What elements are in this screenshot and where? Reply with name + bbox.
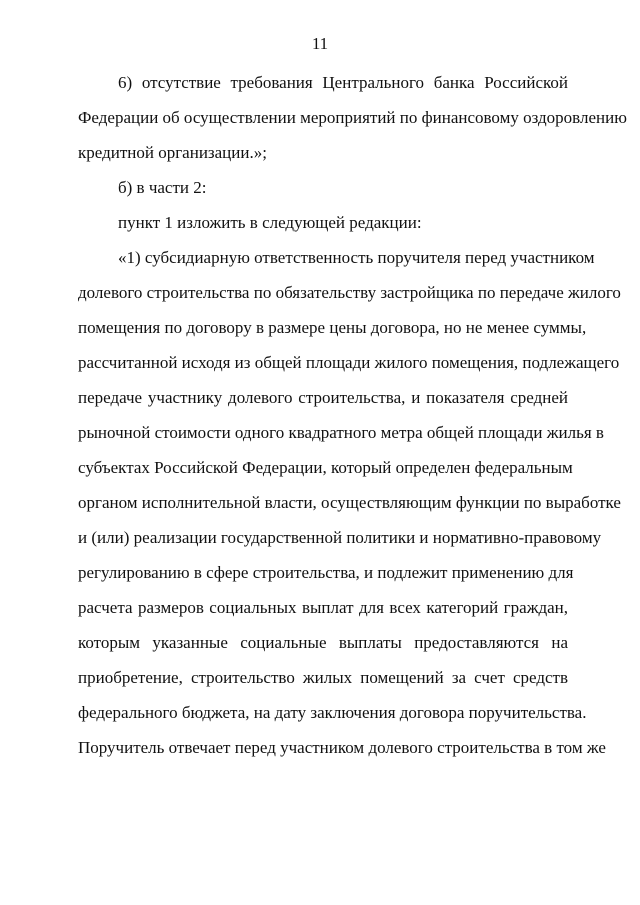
- text-line: рыночной стоимости одного квадратного метра общей площади жилья в: [78, 423, 604, 442]
- text-line: кредитной организации.»;: [78, 143, 267, 162]
- text-line: расчета размеров социальных выплат для всех категорий граждан,: [78, 598, 568, 617]
- text-line: Поручитель отвечает перед участником долевого строительства в том же: [78, 738, 606, 757]
- text-line: «1) субсидиарную ответственность поручителя перед участником: [118, 248, 595, 267]
- text-line: б) в части 2:: [118, 178, 207, 197]
- text-line: органом исполнительной власти, осуществляющим функции по выработке: [78, 493, 621, 512]
- text-line: регулированию в сфере строительства, и подлежит применению для: [78, 563, 574, 582]
- text-line: федерального бюджета, на дату заключения договора поручительства.: [78, 703, 587, 722]
- text-line: приобретение, строительство жилых помещений за счет средств: [78, 668, 568, 687]
- text-line: 6) отсутствие требования Центрального банка Российской: [118, 73, 568, 92]
- text-line: передаче участнику долевого строительства, и показателя средней: [78, 388, 568, 407]
- text-line: Федерации об осуществлении мероприятий по финансовому оздоровлению: [78, 108, 627, 127]
- text-line: помещения по договору в размере цены договора, но не менее суммы,: [78, 318, 587, 337]
- text-line: и (или) реализации государственной политики и нормативно-правовому: [78, 528, 602, 547]
- text-line: пункт 1 изложить в следующей редакции:: [118, 213, 422, 232]
- page-number: 11: [311, 34, 329, 53]
- text-line: субъектах Российской Федерации, который определен федеральным: [78, 458, 573, 477]
- text-line: рассчитанной исходя из общей площади жилого помещения, подлежащего: [78, 353, 620, 372]
- text-line: долевого строительства по обязательству застройщика по передаче жилого: [78, 283, 621, 302]
- text-line: которым указанные социальные выплаты предоставляются на: [78, 633, 568, 652]
